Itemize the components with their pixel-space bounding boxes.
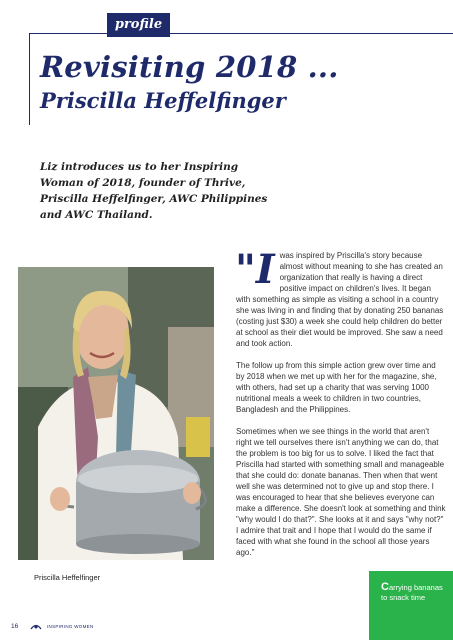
magazine-logo-icon <box>30 621 42 631</box>
header-rule <box>29 33 453 34</box>
article-paragraph-1 <box>235 246 446 349</box>
portrait-illustration <box>18 267 214 560</box>
article-body <box>235 246 446 569</box>
article-subtitle: Priscilla Heffelfinger <box>40 88 286 113</box>
sidebar-text <box>381 583 449 602</box>
photo-caption: Priscilla Heffelfinger <box>34 573 101 582</box>
sidebar-body: arrying bananas to snack time <box>381 583 443 602</box>
sidebar-box <box>369 571 453 640</box>
paragraph-1-text: was inspired by Priscilla's story because almost without meaning to she has created an organization that really is having a direct positive impact on children's lives. It began with something as simple as visiting a school in a country she was living in and finding that by donating 250 bananas (costing just $30) a week she could help children do better at school as their diet would be improved. She saw a need and took action. <box>236 251 444 348</box>
intro-text: Liz introduces us to her Inspiring Woman of 2018, founder of Thrive, Priscilla Heffelfinger, AWC Philippines and AWC Thailand. <box>40 161 268 221</box>
drop-cap: "I <box>235 246 275 293</box>
article-paragraph-3: Sometimes when we see things in the world that aren't right we tell ourselves there isn't anything we can do, that the problem is too big for us to solve. I liked the fact that Priscilla had started with something small and manageable that she could do: donate bananas. Then when that went well she was determined not to give up and stop there. I was encouraged to hear that she believes everyone can make a difference. She doesn't look at something and think "why would I do that?". She looks at it and says "why not?" I admire that trait and I hope that I would do the same if faced with what she found in the school all those years ago." <box>236 427 446 557</box>
sidebar-cap-letter: C <box>381 581 389 593</box>
section-tag: profile <box>107 13 170 37</box>
article-paragraph-2: The follow up from this simple action grew over time and by 2018 when we met up with her for the magazine, she, with others, had set up a charity that was serving 1000 nutritional meals a week to children in two countries, Bangladesh and the Philippines. <box>236 361 437 414</box>
footer-label: INSPIRING WOMEN <box>47 624 94 629</box>
header-rule-left <box>29 33 30 125</box>
page-number: 16 <box>11 623 19 630</box>
article-title: Revisiting 2018 ... <box>40 50 339 84</box>
portrait-photo <box>18 267 214 560</box>
